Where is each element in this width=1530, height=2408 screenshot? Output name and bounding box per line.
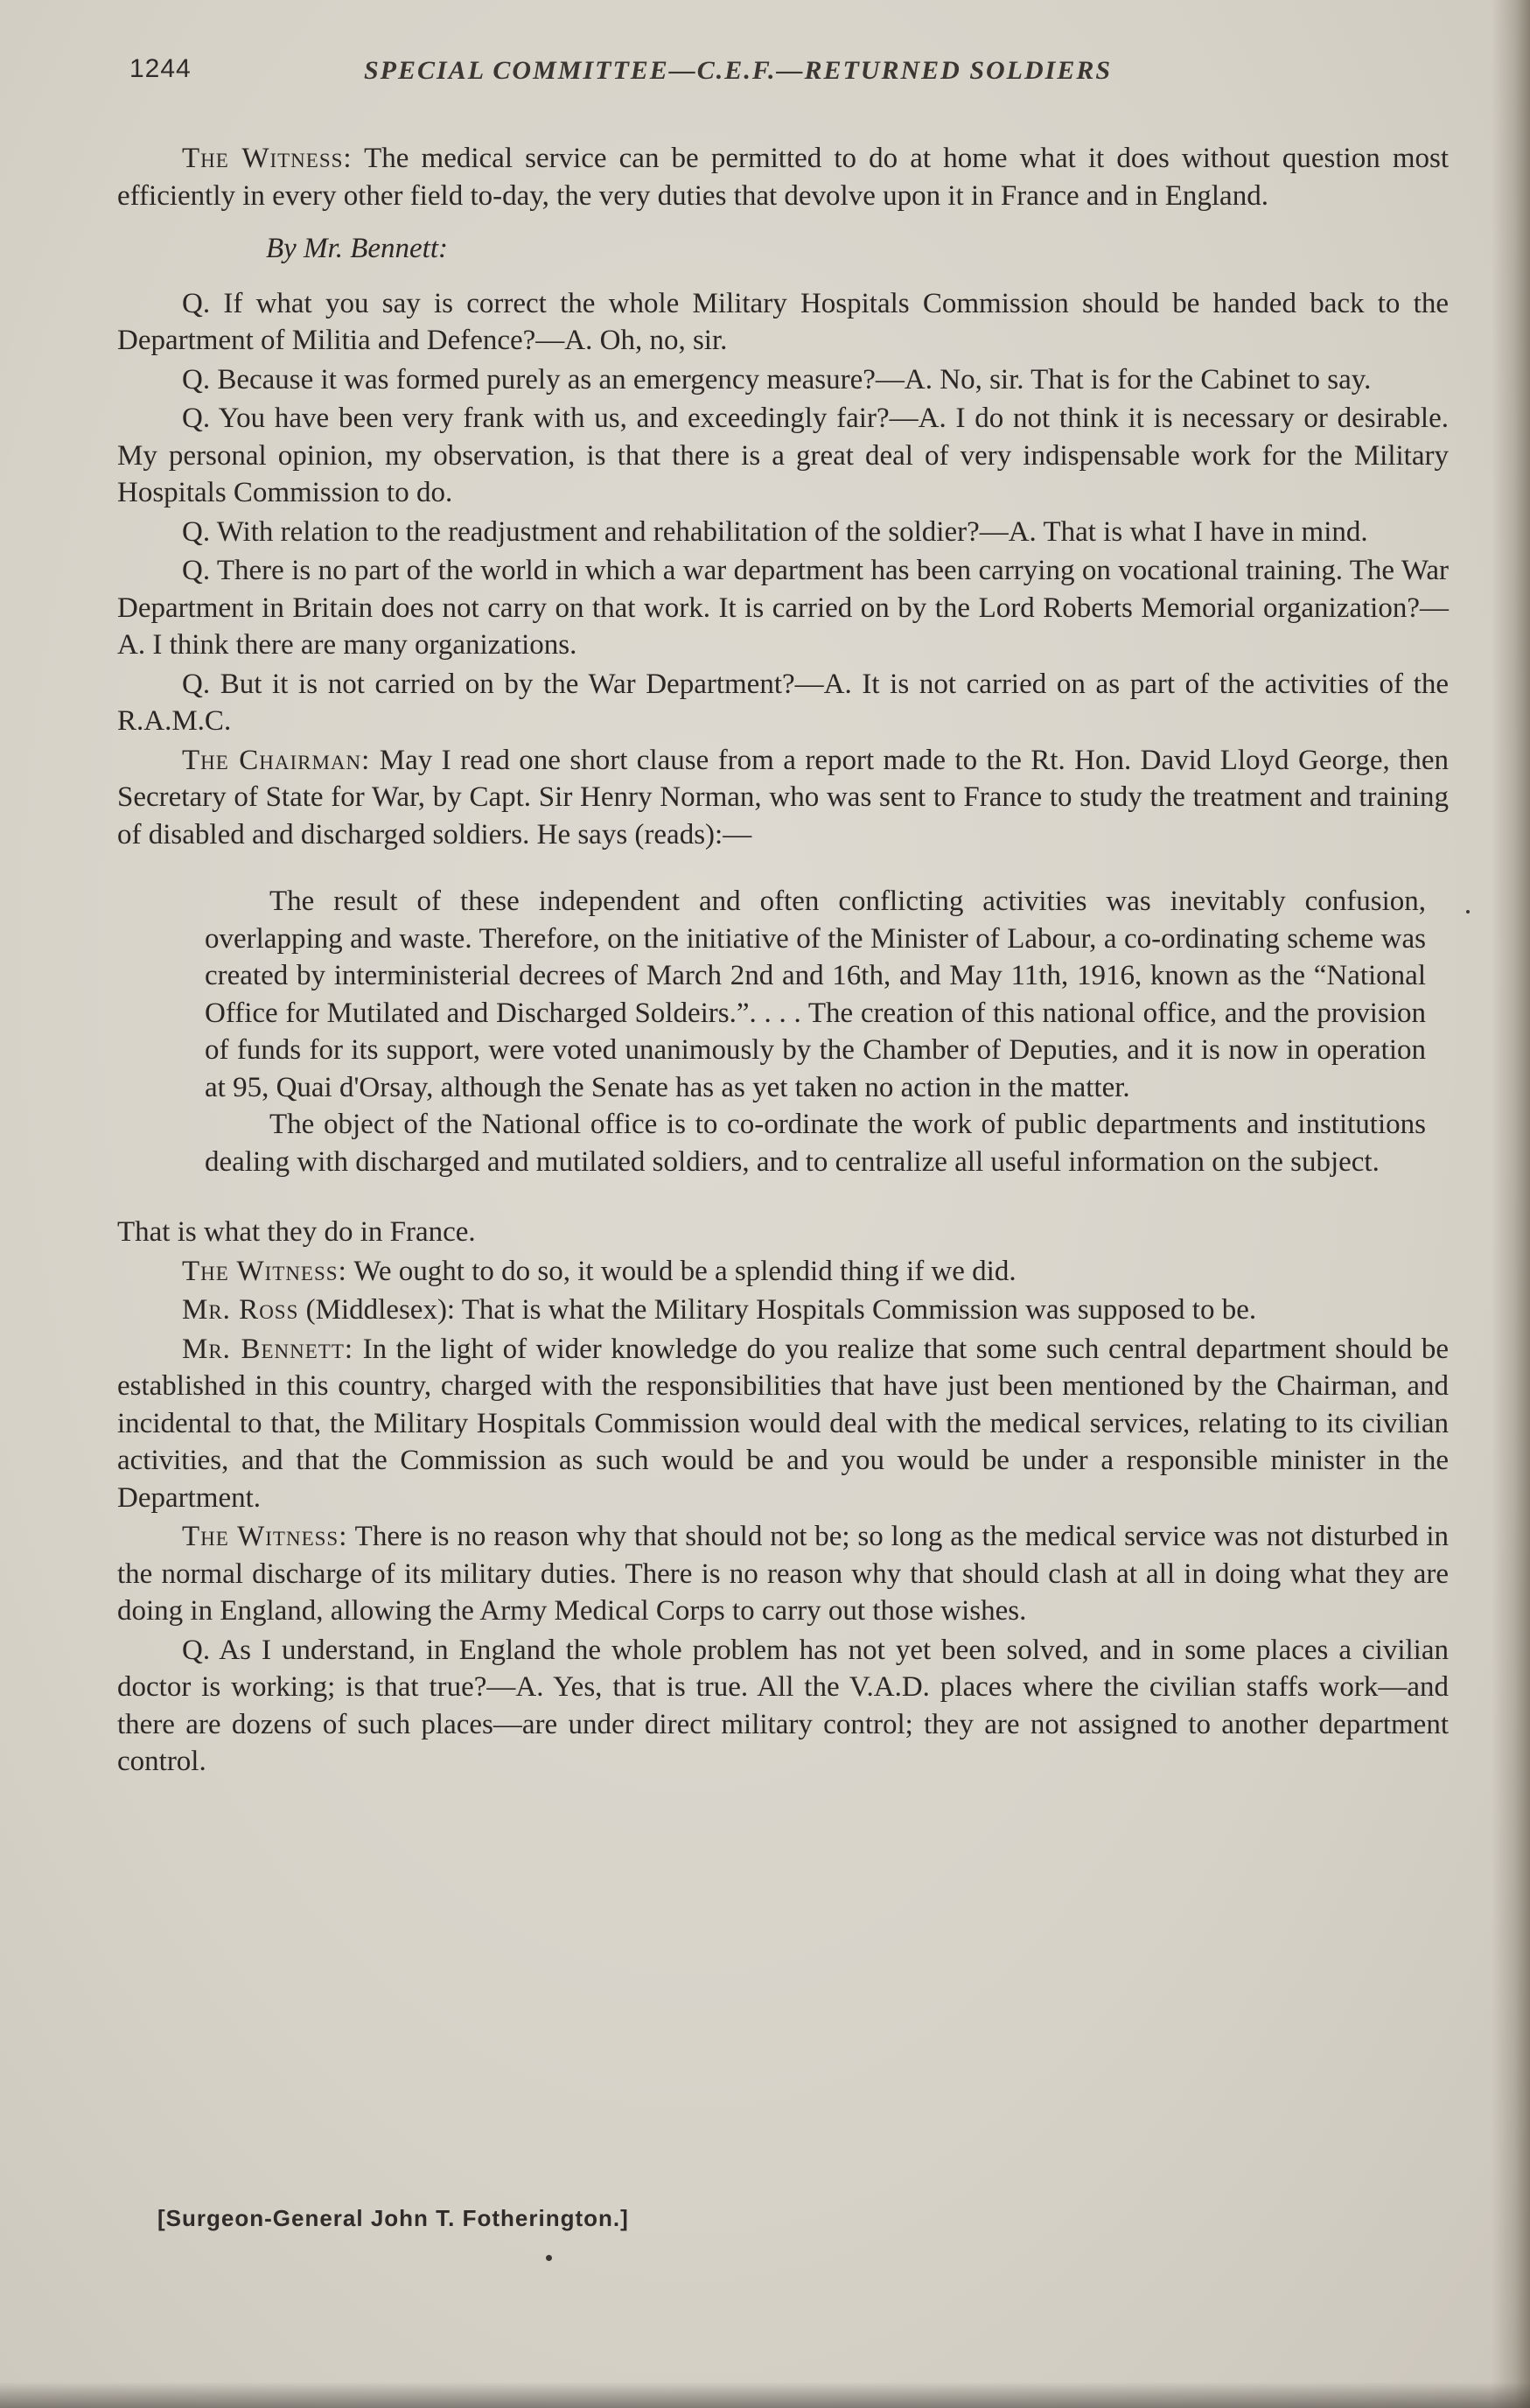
paragraph: [117, 1253, 1449, 1291]
paragraph: Q. If what you say is correct the whole Military Hospitals Commission should be handed back to the Department of Militia and Defence?—A. Oh, no, sir.: [117, 287, 1449, 356]
paragraph: Q. As I understand, in England the whole problem has not yet been solved, and in some places a civilian doctor is working; is that true?—A. Yes, that is true. All the V.A.D. places where the civilian staffs work—and there are dozens of such places—are under direct military control; they are not assigned to another department control.: [117, 1634, 1449, 1777]
speaker-name: The Chairman:: [182, 744, 371, 776]
running-head: SPECIAL COMMITTEE—C.E.F.—RETURNED SOLDIERS: [364, 56, 1113, 85]
speaker-name: Mr. Ross: [182, 1294, 299, 1326]
quote-paragraph: The object of the National office is to co-ordinate the work of public departments and institutions dealing with discharged and mutilated soldiers, and to centralize all useful information on the subject.: [205, 1109, 1426, 1178]
page-bottom-shadow: [0, 2382, 1530, 2408]
paragraph: That is what they do in France.: [117, 1216, 476, 1248]
speck-mark: [1466, 910, 1470, 914]
page-edge-shadow: [1492, 0, 1530, 2408]
paragraph-text: The medical service can be permitted to do at home what it does without question most efficiently in every other field to-day, the very duties that devolve upon it in France and in England.: [117, 143, 1449, 212]
paragraph: [117, 742, 1449, 854]
page-number: 1244: [129, 54, 192, 83]
paragraph: [117, 1292, 1449, 1329]
paragraph-text: May I read one short clause from a report made to the Rt. Hon. David Lloyd George, then Secretary of State for War, by Capt. Sir Henry Norman, who was sent to France to study the treatment and training of disabled and discharged soldiers. He says (reads):—: [117, 744, 1450, 850]
speaker-name: The Witness:: [182, 1255, 347, 1287]
block-quote: [205, 883, 1426, 1180]
speaker-name: The Witness:: [182, 1521, 348, 1552]
paragraph: Q. But it is not carried on by the War Department?—A. It is not carried on as part of the activities of the R.A.M.C.: [117, 668, 1449, 737]
paragraph-text: (Middlesex): That is what the Military Hospitals Commission was supposed to be.: [298, 1294, 1257, 1326]
quote-paragraph: The result of these independent and often conflicting activities was inevitably confusion, overlapping and waste. Therefore, on the initiative of the Minister of Labour, a co-ordinating scheme was created by interministerial decrees of March 2nd and 16th, and May 11th, 1916, known as the “National Office for Mutilated and Discharged Soldeirs.”. . . . The creation of this national office, and the provision of funds for its support, were voted unanimously by the Chamber of Deputies, and it is now in operation at 95, Quai d'Orsay, although the Senate has as yet taken no action in the matter.: [205, 886, 1426, 1103]
paragraph-text: We ought to do so, it would be a splendid thing if we did.: [346, 1255, 1017, 1287]
paragraph: Q. There is no part of the world in which a war department has been carrying on vocational training. The War Department in Britain does not carry on that work. It is carried on by the Lord Roberts Memorial organization?—A. I think there are many organizations.: [117, 555, 1449, 661]
paragraph: Q. With relation to the readjustment and rehabilitation of the soldier?—A. That is what I have in mind.: [182, 515, 1368, 548]
examiner-byline: By Mr. Bennett:: [266, 233, 449, 264]
speaker-name: The Witness:: [182, 143, 353, 174]
paragraph: Q. You have been very frank with us, and exceedingly fair?—A. I do not think it is necessary or desirable. My personal opinion, my observation, is that there is a great deal of very indispensable work for the Military Hospitals Commission to do.: [117, 402, 1449, 508]
paragraph-text: There is no reason why that should not be; so long as the medical service was not disturbed in the normal discharge of its military duties. There is no reason why that should clash at all in doing what they are doing in England, allowing the Army Medical Corps to carry out those wishes.: [117, 1521, 1449, 1627]
paragraph: [117, 1518, 1449, 1630]
witness-footer: [Surgeon-General John T. Fotherington.]: [157, 2205, 629, 2231]
page-header: [129, 54, 1450, 89]
transcript-body: [117, 140, 1449, 1782]
speaker-name: Mr. Bennett:: [182, 1333, 354, 1365]
paragraph-text: In the light of wider knowledge do you realize that some such central department should be established in this country, charged with the responsibilities that have just been mentioned by the Chairman, and incidental to that, the Military Hospitals Commission would deal with the medical services, relating to its civilian activities, and that the Commission as such would be and you would be under a responsible minister in the Department.: [117, 1333, 1449, 1514]
paragraph: Q. Because it was formed purely as an emergency measure?—A. No, sir. That is for the Cabinet to say.: [182, 363, 1372, 396]
speck-mark: [546, 2255, 552, 2261]
paragraph: [117, 140, 1449, 214]
paragraph: [117, 1331, 1449, 1517]
